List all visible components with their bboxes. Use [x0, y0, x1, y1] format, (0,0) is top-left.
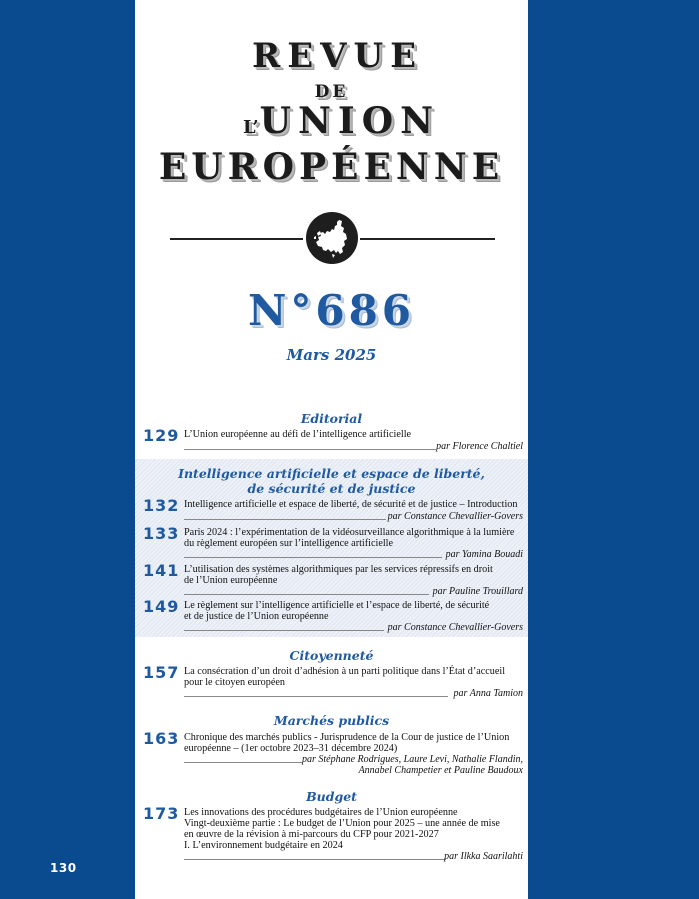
page-number: 133	[143, 524, 180, 543]
issue-date: Mars 2025	[286, 346, 377, 364]
article-title: Intelligence artificielle et espace de liberté, de sécurité et de justice – Introduction	[184, 499, 518, 510]
article-title: L’utilisation des systèmes algorithmiques par les services répressifs en droit de l’Union européenne	[184, 564, 493, 586]
section-title-editorial: Editorial	[300, 411, 363, 426]
article-title: Les innovations des procédures budgétaires de l’Union européenne Vingt-deuxième partie : Le budget de l’Union pour 2025 – une année de mise en œuvre de la révision à mi-parcours du CFP pour 2021-2027 I. L’environnement budgétaire en 2024	[184, 807, 500, 851]
byline	[184, 621, 523, 633]
page-folio: 130	[50, 861, 77, 875]
page-number: 132	[143, 496, 180, 515]
article-title: Chronique des marchés publics - Jurisprudence de la Cour de justice de l’Union européenne – (1er octobre 2023–31 décembre 2024)	[184, 732, 510, 754]
europe-map-emblem-icon	[306, 212, 358, 264]
page-number: 173	[143, 804, 180, 823]
article-title: La consécration d’un droit d’adhésion à un parti politique dans l’État d’accueil pour le citoyen européen	[184, 666, 506, 688]
page-number: 163	[143, 729, 180, 748]
author: par Ilkka Saarilahti	[444, 851, 523, 862]
author: par Yamina Bouadi	[445, 549, 523, 560]
byline	[184, 510, 523, 522]
title-europeenne: EUROPÉENNE	[158, 146, 505, 188]
divider-left	[170, 238, 303, 240]
byline	[184, 850, 523, 862]
author: par Pauline Trouillard	[432, 586, 523, 597]
title-union-word: UNION	[259, 100, 440, 142]
byline	[184, 687, 523, 699]
title-revue: REVUE	[251, 36, 424, 76]
author: par Constance Chevallier-Govers	[387, 622, 523, 633]
author: par Constance Chevallier-Govers	[387, 511, 523, 522]
section-title-ia: Intelligence artificielle et espace de liberté, de sécurité et de justice	[178, 466, 485, 496]
byline	[184, 585, 523, 597]
page-number: 141	[143, 561, 180, 580]
page-number: 149	[143, 597, 180, 616]
section-title-marches-publics: Marchés publics	[273, 713, 390, 728]
byline	[184, 548, 523, 560]
author: par Stéphane Rodrigues, Laure Levi, Nathalie Flandin,	[301, 754, 523, 765]
author: par Anna Tamion	[453, 688, 523, 699]
issue-number: N°686	[247, 286, 416, 335]
section-title-budget: Budget	[306, 789, 357, 804]
byline	[184, 753, 523, 765]
page-number: 157	[143, 663, 180, 682]
title-union-prefix: L’	[242, 117, 260, 138]
section-title-citoyennete: Citoyenneté	[289, 648, 374, 663]
divider-right	[360, 238, 495, 240]
page-number: 129	[143, 426, 180, 445]
author-continued: Annabel Champetier et Pauline Baudoux	[358, 765, 523, 776]
article-title: Le règlement sur l’intelligence artificielle et l’espace de liberté, de sécurité et de justice de l’Union européenne	[184, 600, 490, 622]
article-title: L’Union européenne au défi de l’intelligence artificielle	[184, 429, 412, 440]
author: par Florence Chaltiel	[436, 441, 523, 452]
title-de: DE	[314, 82, 349, 102]
article-title: Paris 2024 : l’expérimentation de la vidéosurveillance algorithmique à la lumière du règlement européen sur l’intelligence artificielle	[184, 527, 515, 549]
title-union	[145, 100, 538, 142]
byline	[184, 440, 523, 452]
